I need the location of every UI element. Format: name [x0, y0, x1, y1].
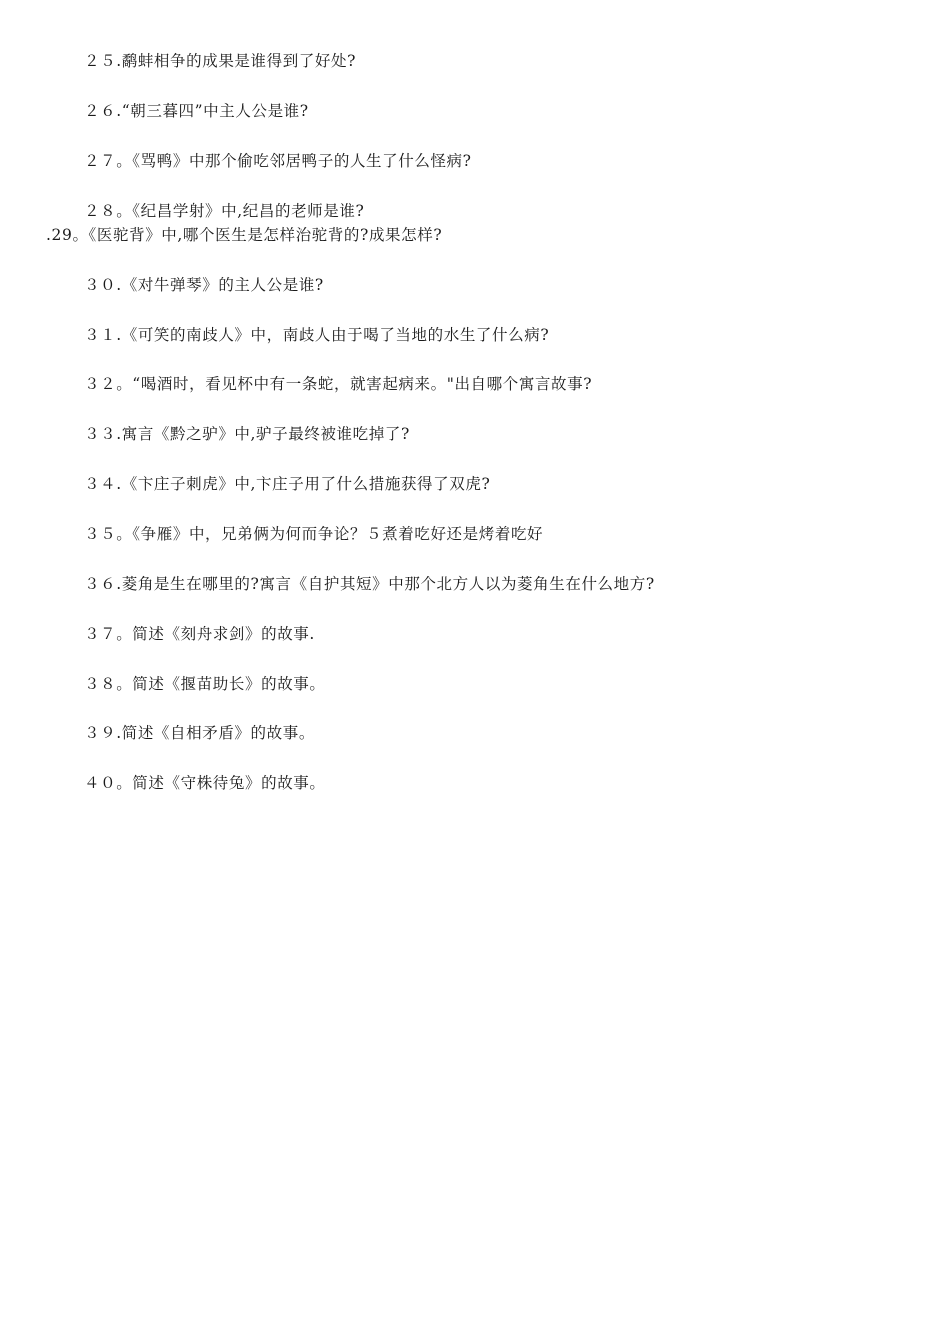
question-27: ２７。《骂鸭》中那个偷吃邻居鸭子的人生了什么怪病?: [84, 152, 472, 170]
question-26: ２６.“朝三暮四”中主人公是谁?: [84, 102, 309, 120]
question-36: ３６.菱角是生在哪里的?寓言《自护其短》中那个北方人以为菱角生在什么地方?: [84, 575, 655, 593]
question-25: ２５.鹬蚌相争的成果是谁得到了好处?: [84, 52, 357, 70]
question-28: ２８。《纪昌学射》中,纪昌的老师是谁?: [84, 202, 365, 220]
question-33: ３３.寓言《黔之驴》中,驴子最终被谁吃掉了?: [84, 425, 410, 443]
question-35: ３５。《争雁》中，兄弟俩为何而争论？５煮着吃好还是烤着吃好: [84, 525, 544, 543]
question-37: ３７。简述《刻舟求剑》的故事.: [84, 625, 315, 643]
question-29: .29。《医驼背》中,哪个医生是怎样治驼背的?成果怎样?: [46, 226, 443, 244]
question-32: ３２。“喝酒时，看见杯中有一条蛇，就害起病来。"出自哪个寓言故事?: [84, 375, 593, 393]
question-31: ３１.《可笑的南歧人》中，南歧人由于喝了当地的水生了什么病?: [84, 326, 550, 344]
question-39: ３９.简述《自相矛盾》的故事。: [84, 724, 315, 742]
question-38: ３８。简述《揠苗助长》的故事。: [84, 675, 326, 693]
question-30: ３０.《对牛弹琴》的主人公是谁?: [84, 276, 324, 294]
question-40: ４０。简述《守株待兔》的故事。: [84, 774, 326, 792]
question-34: ３４.《卞庄子刺虎》中,卞庄子用了什么措施获得了双虎?: [84, 475, 491, 493]
